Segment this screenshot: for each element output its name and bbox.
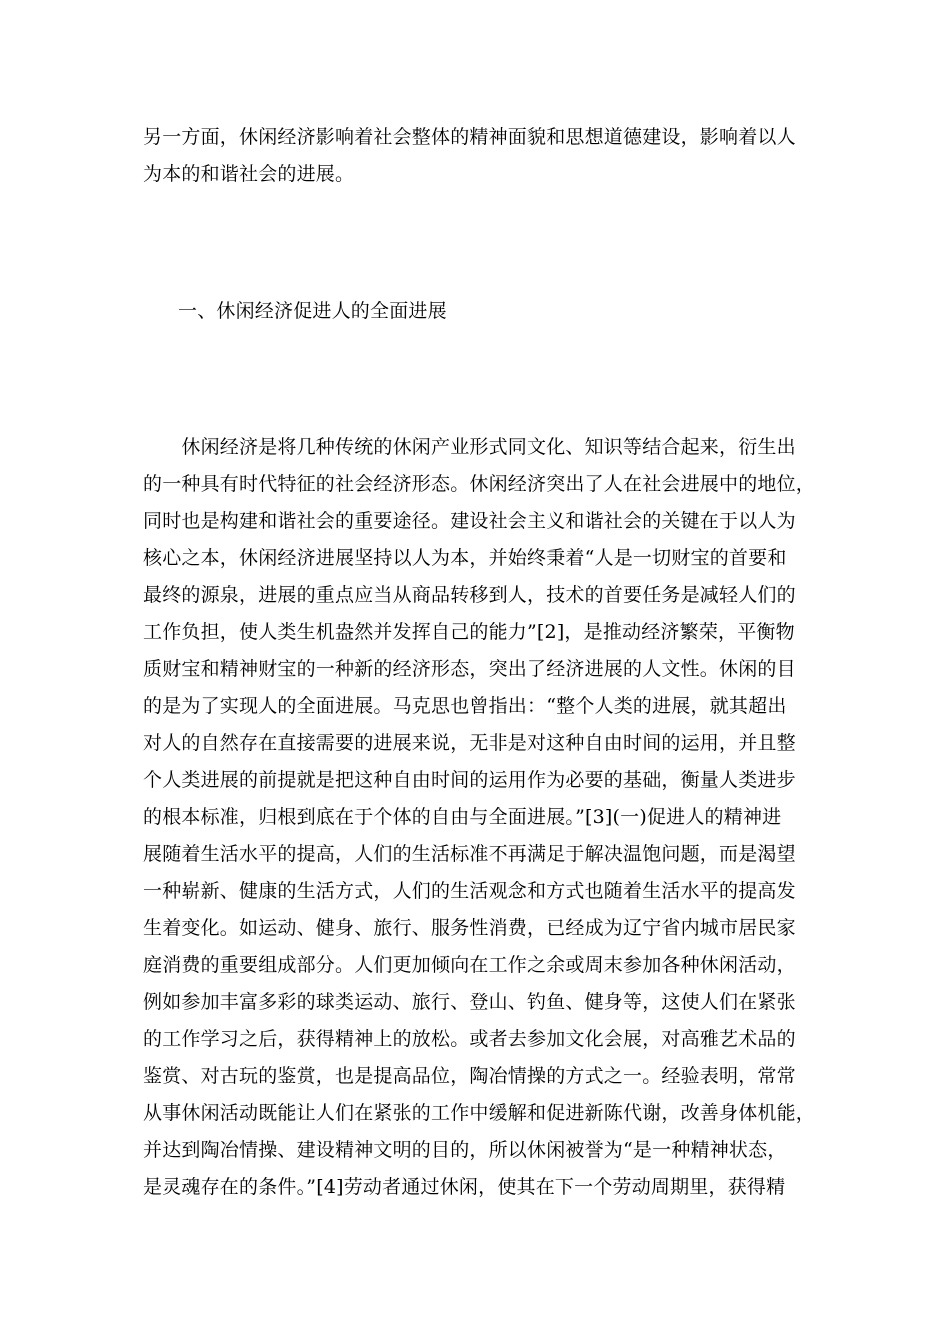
body-line-15: 庭消费的重要组成部分。人们更加倾向在工作之余或周末参加各种休闲活动， — [143, 954, 796, 976]
body-line-8: 的是为了实现人的全面进展。马克思也曾指出：“整个人类的进展，就其超出 — [143, 695, 787, 717]
body-line-17: 的工作学习之后，获得精神上的放松。或者去参加文化会展，对高雅艺术品的 — [143, 1028, 796, 1050]
body-line-11: 的根本标准，归根到底在于个体的自由与全面进展。”[3](一)促进人的精神进 — [143, 806, 782, 828]
body-line-12: 展随着生活水平的提高，人们的生活标准不再满足于解决温饱问题，而是渴望 — [143, 843, 796, 865]
body-line-18: 鉴赏、对古玩的鉴赏，也是提高品位，陶冶情操的方式之一。经验表明，常常 — [143, 1065, 796, 1087]
intro-line-2: 为本的和谐社会的进展。 — [143, 163, 355, 185]
body-line-14: 生着变化。如运动、健身、旅行、服务性消费，已经成为辽宁省内城市居民家 — [143, 917, 796, 939]
section-heading: 一、休闲经济促进人的全面进展 — [178, 300, 447, 322]
body-line-6: 工作负担，使人类生机盎然并发挥自己的能力”[2]，是推动经济繁荣，平衡物 — [143, 621, 795, 643]
body-line-5: 最终的源泉，进展的重点应当从商品转移到人，技术的首要任务是减轻人们的 — [143, 584, 796, 606]
body-line-16: 例如参加丰富多彩的球类运动、旅行、登山、钓鱼、健身等，这使人们在紧张 — [143, 991, 796, 1013]
body-line-2: 的一种具有时代特征的社会经济形态。休闲经济突出了人在社会进展中的地位， — [143, 473, 816, 495]
body-line-7: 质财宝和精神财宝的一种新的经济形态，突出了经济进展的人文性。休闲的目 — [143, 658, 796, 680]
intro-line-1: 另一方面，休闲经济影响着社会整体的精神面貌和思想道德建设，影响着以人 — [143, 126, 796, 148]
body-line-20: 并达到陶冶情操、建设精神文明的目的，所以休闲被誉为“是一种精神状态， — [143, 1139, 787, 1161]
body-line-1: 休闲经济是将几种传统的休闲产业形式同文化、知识等结合起来，衍生出 — [143, 436, 796, 458]
body-line-3: 同时也是构建和谐社会的重要途径。建设社会主义和谐社会的关键在于以人为 — [143, 510, 796, 532]
body-line-10: 个人类进展的前提就是把这种自由时间的运用作为必要的基础，衡量人类进步 — [143, 769, 796, 791]
body-line-13: 一种崭新、健康的生活方式，人们的生活观念和方式也随着生活水平的提高发 — [143, 880, 796, 902]
body-line-9: 对人的自然存在直接需要的进展来说，无非是对这种自由时间的运用，并且整 — [143, 732, 796, 754]
body-line-21: 是灵魂存在的条件。”[4]劳动者通过休闲，使其在下一个劳动周期里，获得精 — [143, 1176, 786, 1198]
body-line-4: 核心之本，休闲经济进展坚持以人为本，并始终秉着“人是一切财宝的首要和 — [143, 547, 787, 569]
body-line-19: 从事休闲活动既能让人们在紧张的工作中缓解和促进新陈代谢，改善身体机能， — [143, 1102, 816, 1124]
